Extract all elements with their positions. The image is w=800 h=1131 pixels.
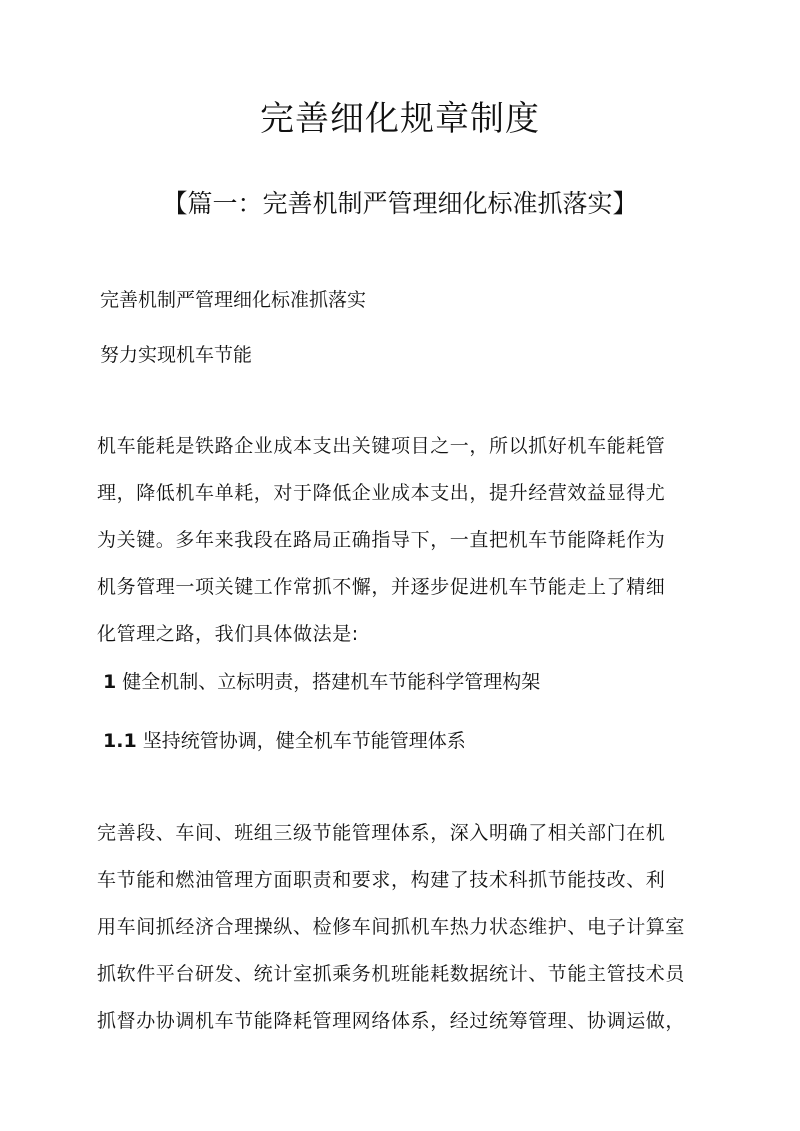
section-1-1-number: 1.1 <box>103 730 137 752</box>
paragraph-2-line: 车节能和燃油管理方面职责和要求，构建了技术科抓节能技改、利 <box>97 869 666 891</box>
paragraph-1 <box>97 423 707 658</box>
document-title: 完善细化规章制度 <box>260 99 540 139</box>
paragraph-1-line: 理，降低机车单耗，对于降低企业成本支出，提升经营效益显得尤 <box>97 482 666 504</box>
paragraph-1-line: 为关键。多年来我段在路局正确指导下，一直把机车节能降耗作为 <box>97 529 666 551</box>
section-1-heading <box>103 668 540 696</box>
paragraph-2 <box>97 810 707 1045</box>
paragraph-1-line: 机务管理一项关键工作常抓不懈，并逐步促进机车节能走上了精细 <box>97 576 666 598</box>
section-1-1-heading <box>103 727 466 755</box>
intro-line-1: 完善机制严管理细化标准抓落实 <box>100 289 367 311</box>
document-subtitle: 【篇一：完善机制严管理细化标准抓落实】 <box>162 189 638 218</box>
intro-line-2: 努力实现机车节能 <box>100 344 253 366</box>
paragraph-2-line: 完善段、车间、班组三级节能管理体系，深入明确了相关部门在机 <box>97 822 666 844</box>
section-1-text: 健全机制、立标明责，搭建机车节能科学管理构架 <box>122 671 541 693</box>
paragraph-2-line: 抓软件平台研发、统计室抓乘务机班能耗数据统计、节能主管技术员 <box>97 963 686 985</box>
paragraph-1-line: 化管理之路，我们具体做法是: <box>97 623 359 645</box>
section-1-1-text: 坚持统管协调，健全机车节能管理体系 <box>142 730 466 752</box>
paragraph-1-line: 机车能耗是铁路企业成本支出关键项目之一，所以抓好机车能耗管 <box>97 435 666 457</box>
section-1-number: 1 <box>103 671 117 693</box>
paragraph-2-line: 用车间抓经济合理操纵、检修车间抓机车热力状态维护、电子计算室 <box>97 916 686 938</box>
paragraph-2-line: 抓督办协调机车节能降耗管理网络体系，经过统筹管理、协调运做， <box>97 1010 686 1032</box>
